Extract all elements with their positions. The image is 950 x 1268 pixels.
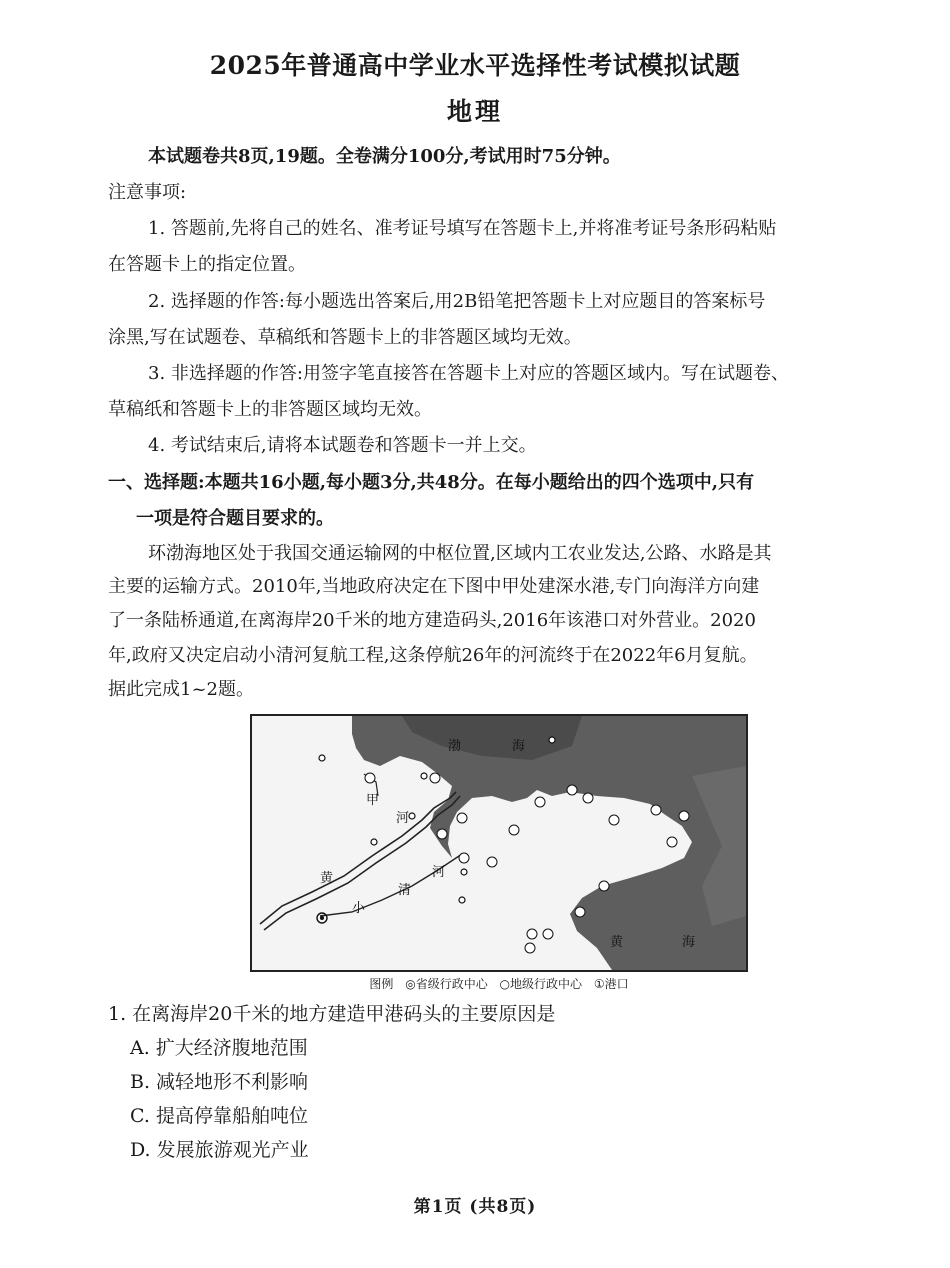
notice-item-4: 4. 考试结束后,请将本试题卷和答题卡一并上交。: [148, 435, 537, 456]
notice-item-2-line-1: 2. 选择题的作答:每小题选出答案后,用2B铅笔把答题卡上对应题目的答案标号: [148, 291, 766, 312]
section-heading-line-1: 一、选择题:本题共16小题,每小题3分,共48分。在每小题给出的四个选项中,只有: [108, 472, 755, 493]
question-1-option-b: B. 减轻地形不利影响: [130, 1071, 309, 1093]
question-1-option-d: D. 发展旅游观光产业: [130, 1139, 309, 1161]
exam-title: 2025年普通高中学业水平选择性考试模拟试题: [209, 51, 741, 80]
map-legend: [250, 974, 748, 994]
label-huanghai-2: 海: [682, 935, 696, 950]
bohai-region-map: [250, 714, 748, 972]
intro-line: 本试题卷共8页,19题。全卷满分100分,考试用时75分钟。: [148, 146, 621, 167]
label-huanghai-1: 黄: [610, 935, 624, 950]
passage-line-1: 环渤海地区处于我国交通运输网的中枢位置,区域内工农业发达,公路、水路是其: [148, 543, 772, 564]
legend-port: ①港口: [593, 977, 629, 991]
label-bohai-2: 海: [512, 739, 526, 754]
legend-title: 图例: [369, 977, 394, 991]
passage-line-5: 据此完成1~2题。: [108, 679, 254, 700]
notice-item-3-line-2: 草稿纸和答题卡上的非答题区域均无效。: [108, 399, 432, 420]
label-qing: 清: [398, 883, 412, 898]
label-bohai-1: 渤: [448, 739, 462, 754]
prefectural-center-marker: [319, 755, 325, 761]
notice-item-1-line-1: 1. 答题前,先将自己的姓名、准考证号填写在答题卡上,并将准考证号条形码粘贴: [148, 218, 777, 239]
notice-heading: 注意事项:: [108, 182, 187, 203]
label-he-upper: 河: [396, 811, 410, 826]
page-footer: 第1页 (共8页): [413, 1197, 537, 1217]
notice-item-2-line-2: 涂黑,写在试题卷、草稿纸和答题卡上的非答题区域均无效。: [108, 327, 582, 348]
passage-line-3: 了一条陆桥通道,在离海岸20千米的地方建造码头,2016年该港口对外营业。2020: [108, 610, 756, 631]
label-xiao: 小: [352, 901, 366, 916]
section-heading-line-2: 一项是符合题目要求的。: [136, 508, 334, 529]
map-svg: [252, 716, 746, 970]
question-1-option-c: C. 提高停靠船舶吨位: [130, 1105, 308, 1127]
notice-item-3-line-1: 3. 非选择题的作答:用签字笔直接答在答题卡上对应的答题区域内。写在试题卷、: [148, 363, 789, 384]
passage-line-2: 主要的运输方式。2010年,当地政府决定在下图中甲处建深水港,专门向海洋方向建: [108, 576, 760, 597]
passage-line-4: 年,政府又决定启动小清河复航工程,这条停航26年的河流终于在2022年6月复航。: [108, 645, 758, 666]
legend-provincial: ◎省级行政中心: [405, 977, 488, 991]
legend-prefectural: ○地级行政中心: [499, 977, 583, 991]
notice-item-1-line-2: 在答题卡上的指定位置。: [108, 254, 306, 275]
question-1-stem: 1. 在离海岸20千米的地方建造甲港码头的主要原因是: [108, 1003, 556, 1025]
xiaoqing-river: [320, 854, 462, 916]
label-he-lower: 河: [432, 865, 446, 880]
label-huang-river: 黄: [320, 871, 334, 886]
subject-title: 地理: [446, 97, 503, 126]
label-jia: 甲: [366, 793, 380, 808]
question-1-option-a: A. 扩大经济腹地范围: [130, 1037, 308, 1059]
